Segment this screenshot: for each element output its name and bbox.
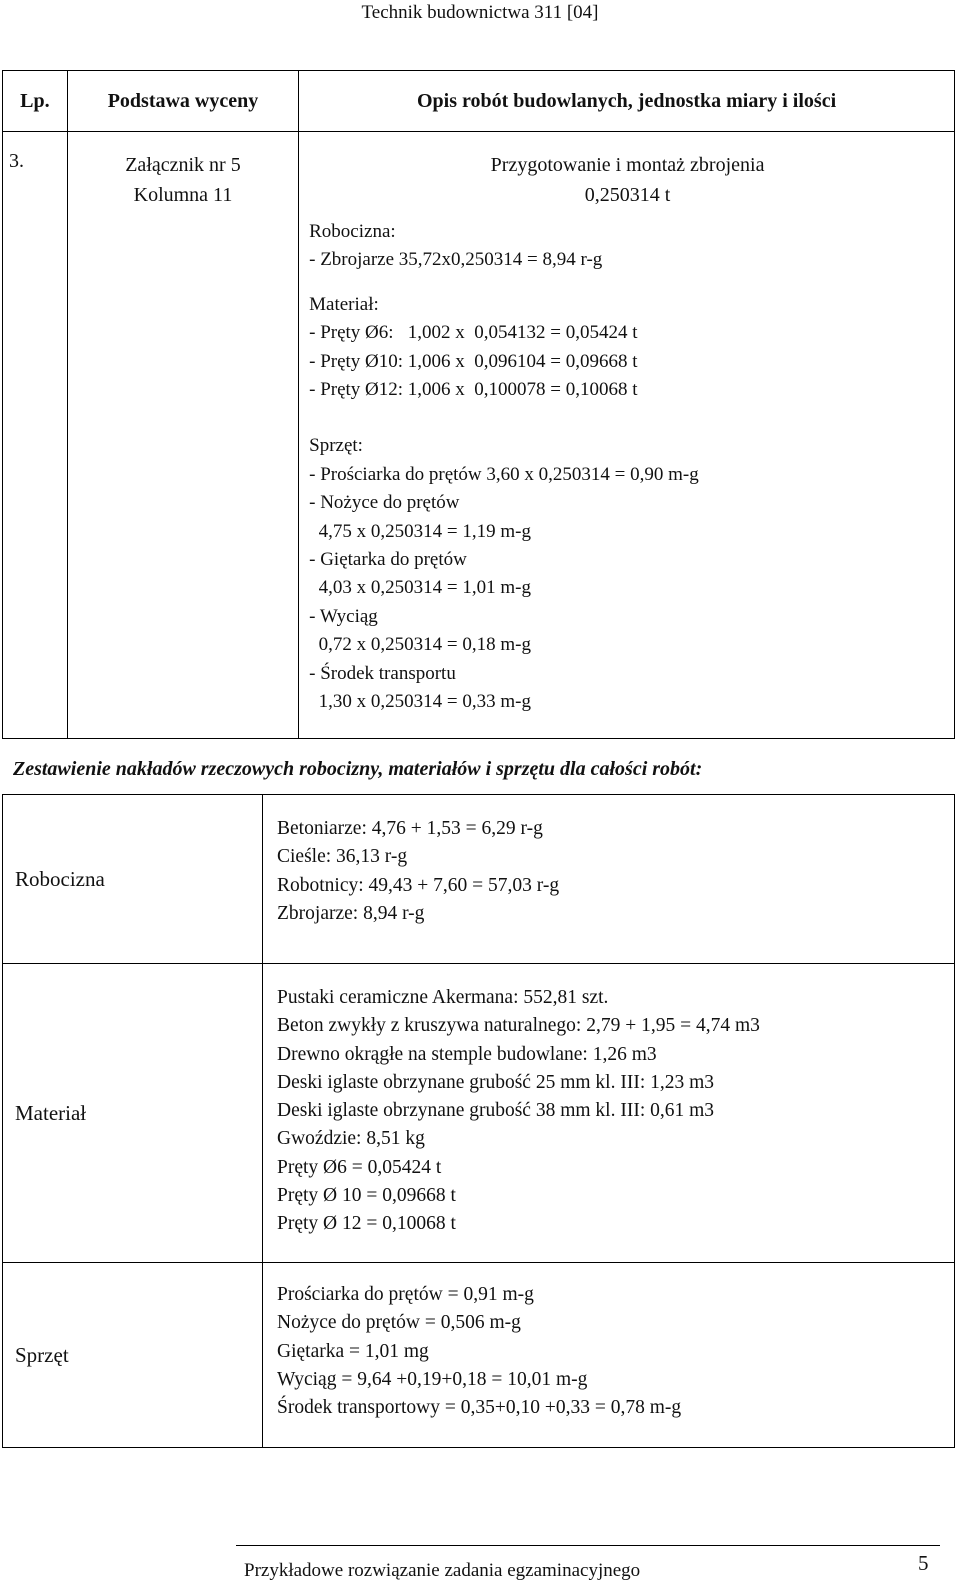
summary-line: Gwoździe: 8,51 kg xyxy=(277,1128,425,1150)
labor-line: - Zbrojarze 35,72x0,250314 = 8,94 r-g xyxy=(309,249,603,271)
equipment-line: - Nożyce do prętów xyxy=(309,492,460,514)
summary-line: Drewno okrągłe na stemple budowlane: 1,26 m3 xyxy=(277,1043,657,1065)
summary-line: Deski iglaste obrzynane grubość 25 mm kl. III: 1,23 m3 xyxy=(277,1071,715,1093)
summary-line: Betoniarze: 4,76 + 1,53 = 6,29 r-g xyxy=(277,818,543,839)
equipment-line: - Wyciąg xyxy=(309,605,378,627)
material-section xyxy=(309,291,946,405)
equipment-line: 4,03 x 0,250314 = 1,01 m-g xyxy=(309,577,531,599)
summary-row-equipment xyxy=(3,1263,955,1448)
summary-title: Zestawienie nakładów rzeczowych robocizny, materiałów i sprzętu dla całości robót: xyxy=(13,758,703,780)
equipment-line: - Prościarka do prętów 3,60 x 0,250314 = 0,90 m-g xyxy=(309,463,699,485)
summary-labor-content xyxy=(263,795,955,964)
page-number: 5 xyxy=(918,1551,929,1575)
labor-section xyxy=(309,218,946,275)
basis-line: Załącznik nr 5 xyxy=(125,154,241,176)
summary-line: Deski iglaste obrzynane grubość 38 mm kl. III: 0,61 m3 xyxy=(277,1100,715,1122)
header-description: Opis robót budowlanych, jednostka miary i ilości xyxy=(299,71,955,132)
equipment-line: - Giętarka do prętów xyxy=(309,549,467,571)
work-title xyxy=(309,150,946,210)
summary-row-material xyxy=(3,964,955,1263)
summary-row-labor xyxy=(3,795,955,964)
material-line: - Pręty Ø10: 1,006 x 0,096104 = 0,09668 t xyxy=(309,350,638,372)
equipment-line: - Środek transportu xyxy=(309,662,456,684)
footer-text: Przykładowe rozwiązanie zadania egzaminacyjnego xyxy=(244,1560,641,1581)
material-line: - Pręty Ø6: 1,002 x 0,054132 = 0,05424 t xyxy=(309,322,638,344)
summary-line: Zbrojarze: 8,94 r-g xyxy=(277,902,425,924)
basis-line: Kolumna 11 xyxy=(133,184,233,206)
page-header: Technik budownictwa 311 [04] xyxy=(361,2,599,23)
row-basis xyxy=(67,132,298,739)
summary-line: Beton zwykły z kruszywa naturalnego: 2,79 + 1,95 = 4,74 m3 xyxy=(277,1015,760,1037)
summary-label-labor: Robocizna xyxy=(3,795,263,964)
summary-line: Robotnicy: 49,43 + 7,60 = 57,03 r-g xyxy=(277,874,560,896)
summary-line: Pręty Ø 10 = 0,09668 t xyxy=(277,1185,456,1207)
summary-material-content xyxy=(263,964,955,1263)
equipment-line: 0,72 x 0,250314 = 0,18 m-g xyxy=(309,634,531,656)
summary-line: Środek transportowy = 0,35+0,10 +0,33 = 0,78 m-g xyxy=(277,1397,682,1419)
work-quantity: 0,250314 t xyxy=(584,184,671,206)
summary-equipment-content xyxy=(263,1263,955,1448)
summary-line: Wyciąg = 9,64 +0,19+0,18 = 10,01 m-g xyxy=(277,1368,588,1390)
summary-label-material: Materiał xyxy=(3,964,263,1263)
summary-line: Cieśle: 36,13 r-g xyxy=(277,846,408,868)
equipment-section xyxy=(309,432,946,716)
header-basis: Podstawa wyceny xyxy=(67,71,298,132)
summary-line: Giętarka = 1,01 mg xyxy=(277,1340,429,1362)
row-description xyxy=(299,132,955,739)
summary-line: Prościarka do prętów = 0,91 m-g xyxy=(277,1284,534,1305)
work-title-line: Przygotowanie i montaż zbrojenia xyxy=(490,154,765,176)
summary-label-equipment: Sprzęt xyxy=(3,1263,263,1448)
equipment-line: 4,75 x 0,250314 = 1,19 m-g xyxy=(309,520,531,542)
equipment-heading: Sprzęt: xyxy=(309,435,363,457)
table-header-row xyxy=(3,71,955,132)
material-heading: Materiał: xyxy=(309,293,379,315)
equipment-line: 1,30 x 0,250314 = 0,33 m-g xyxy=(309,691,531,713)
header-lp: Lp. xyxy=(3,71,68,132)
footer-divider xyxy=(236,1545,940,1546)
summary-line: Pustaki ceramiczne Akermana: 552,81 szt. xyxy=(277,987,609,1008)
summary-line: Pręty Ø 12 = 0,10068 t xyxy=(277,1213,456,1235)
summary-line: Pręty Ø6 = 0,05424 t xyxy=(277,1156,442,1178)
material-line: - Pręty Ø12: 1,006 x 0,100078 = 0,10068 t xyxy=(309,379,638,401)
summary-table xyxy=(2,794,955,1448)
estimate-table xyxy=(2,70,955,739)
labor-heading: Robocizna: xyxy=(309,221,396,242)
summary-line: Nożyce do prętów = 0,506 m-g xyxy=(277,1312,521,1334)
table-row xyxy=(3,132,955,739)
row-lp: 3. xyxy=(3,132,68,739)
